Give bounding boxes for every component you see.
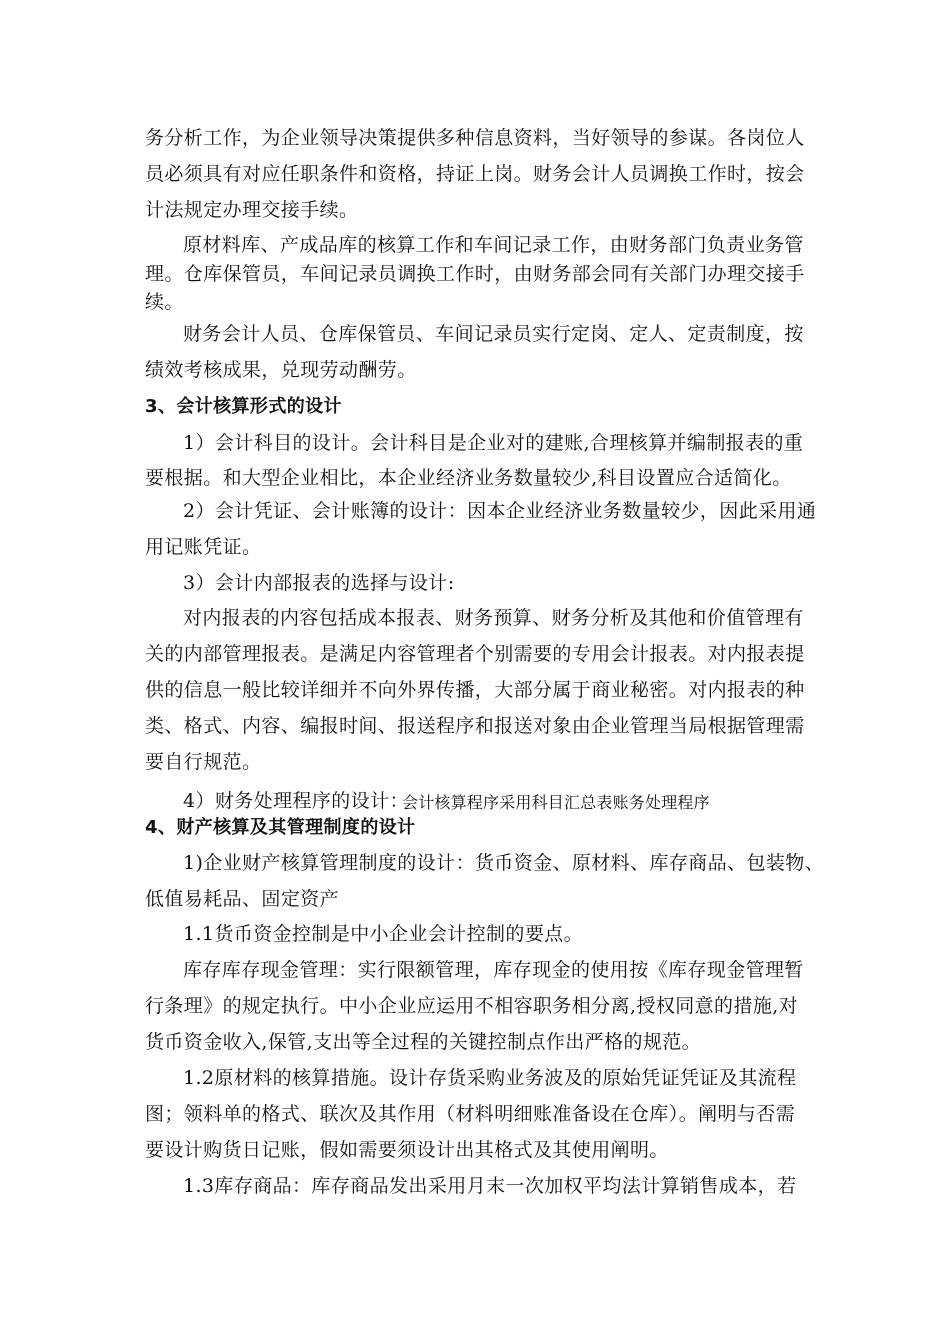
paragraph-line: 要自行规范。	[145, 751, 262, 773]
paragraph-line: 续。	[145, 291, 184, 313]
paragraph-line: 库存库存现金管理：实行限额管理，库存现金的使用按《库存现金管理暂	[183, 959, 804, 981]
paragraph-line: 低值易耗品、固定资产	[145, 888, 340, 910]
paragraph-line: 理。仓库保管员，车间记录员调换工作时，由财务部会同有关部门办理交接手	[145, 263, 805, 285]
paragraph-line: 会计核算程序采用科目汇总表账务处理程序	[402, 793, 710, 812]
section-heading: 3、会计核算形式的设计	[145, 396, 342, 417]
paragraph-line: 1.1货币资金控制是中小企业会计控制的要点。	[183, 923, 584, 945]
paragraph-line: 1.2原材料的核算措施。设计存货采购业务波及的原始凭证凭证及其流程	[183, 1067, 797, 1089]
paragraph-line: 财务会计人员、仓库保管员、车间记录员实行定岗、定人、定责制度，按	[183, 323, 804, 345]
paragraph-line: 对内报表的内容包括成本报表、财务预算、财务分析及其他和价值管理有	[183, 607, 804, 629]
paragraph-line: 务分析工作，为企业领导决策提供多种信息资料，当好领导的参谋。各岗位人	[145, 127, 805, 149]
paragraph-line: 供的信息一般比较详细并不向外界传播，大部分属于商业秘密。对内报表的种	[145, 679, 805, 701]
paragraph-line: 关的内部管理报表。是满足内容管理者个别需要的专用会计报表。对内报表提	[145, 643, 805, 665]
paragraph-line: 货币资金收入,保管,支出等全过程的关键控制点作出严格的规范。	[145, 1031, 702, 1053]
paragraph-line: 2）会计凭证、会计账簿的设计：因本企业经济业务数量较少，因此采用通	[183, 500, 817, 522]
paragraph-line: 1.3库存商品：库存商品发出采用月末一次加权平均法计算销售成本，若	[183, 1175, 797, 1197]
paragraph-line: 原材料库、产成品库的核算工作和车间记录工作，由财务部门负责业务管	[183, 234, 804, 256]
paragraph-line: 员必须具有对应任职条件和资格，持证上岗。财务会计人员调换工作时，按会	[145, 163, 805, 185]
section-heading: 4、财产核算及其管理制度的设计	[145, 817, 416, 838]
paragraph-line: 4）财务处理程序的设计：	[183, 790, 409, 812]
paragraph-line: 绩效考核成果，兑现劳动酬劳。	[145, 359, 417, 381]
paragraph-line: 1）会计科目的设计。会计科目是企业对的建账,合理核算并编制报表的重	[183, 432, 804, 454]
paragraph-line: 1)企业财产核算管理制度的设计：货币资金、原材料、库存商品、包装物、	[183, 852, 825, 874]
paragraph-line: 行条理》的规定执行。中小企业应运用不相容职务相分离,授权同意的措施,对	[145, 995, 799, 1017]
paragraph-line: 计法规定办理交接手续。	[145, 199, 359, 221]
paragraph-line: 类、格式、内容、编报时间、报送程序和报送对象由企业管理当局根据管理需	[145, 715, 805, 737]
paragraph-line: 图；领料单的格式、联次及其作用（材料明细账准备设在仓库）。阐明与否需	[145, 1103, 796, 1125]
paragraph-line: 要根据。和大型企业相比，本企业经济业务数量较少,科目设置应合适简化。	[145, 467, 792, 489]
paragraph-line: 3）会计内部报表的选择与设计:	[183, 572, 455, 594]
paragraph-line: 用记账凭证。	[145, 536, 262, 558]
paragraph-line: 要设计购货日记账，假如需要须设计出其格式及其使用阐明。	[145, 1139, 669, 1161]
